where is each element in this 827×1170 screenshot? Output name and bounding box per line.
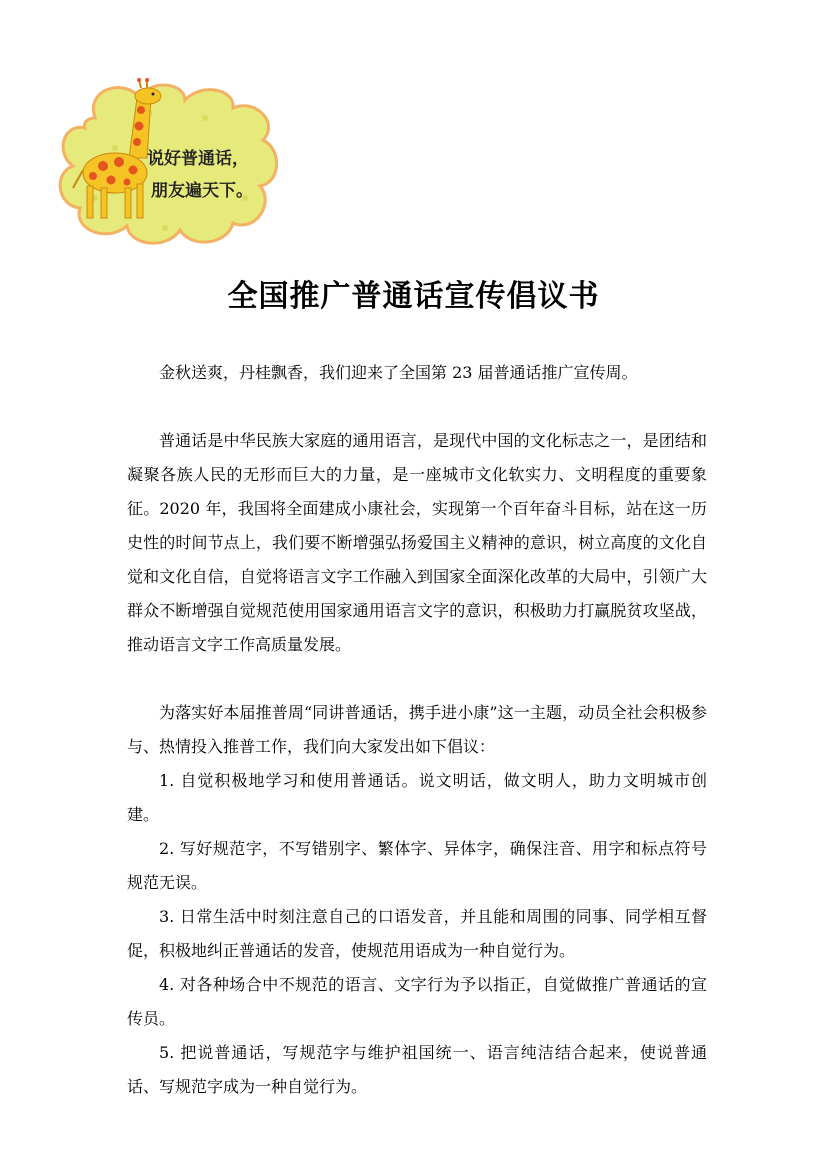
paragraph-putonghua-significance: 普通话是中华民族大家庭的通用语言，是现代中国的文化标志之一，是团结和凝聚各族人民的无形而巨大的力量，是一座城市文化软实力、文明程度的重要象征。2020 年，我国将全面建成小康社会，实现第一个百年奋斗目标，站在这一历史性的时间节点上，我们要不断增强弘扬爱国主义精神的意识，树立高度的文化自觉和文化自信，自觉将语言文字工作融入到国家全面深化改革的大局中，引领广大群众不断增强自觉规范使用国家通用语言文字的意识，积极助力打赢脱贫攻坚战，推动语言文字工作高质量发展。 [127,431,707,654]
giraffe-logo [55,78,285,248]
initiative-item-4: 4. 对各种场合中不规范的语言、文字行为予以指正，自觉做推广普通话的宣传员。 [127,975,707,1028]
document-title: 全国推广普通话宣传倡议书 [227,279,600,314]
initiative-item-5: 5. 把说普通话，写规范字与维护祖国统一、语言纯洁结合起来，使说普通话、写规范字成为一种自觉行为。 [127,1043,707,1096]
logo-slogan-line2: 朋友遍天下。 [151,181,253,201]
initiative-item-1: 1. 自觉积极地学习和使用普通话。说文明话，做文明人，助力文明城市创建。 [127,771,707,824]
document-body [127,356,707,1104]
paragraph-initiative-lead: 为落实好本届推普周“同讲普通话，携手进小康”这一主题，动员全社会积极参与、热情投入推普工作，我们向大家发出如下倡议： [127,703,707,756]
giraffe-icon [55,78,285,248]
initiative-item-2: 2. 写好规范字，不写错别字、繁体字、异体字，确保注音、用字和标点符号规范无误。 [127,839,707,892]
paragraph-intro: 金秋送爽，丹桂飘香，我们迎来了全国第 23 届普通话推广宣传周。 [159,363,638,382]
initiative-item-3: 3. 日常生活中时刻注意自己的口语发音，并且能和周围的同事、同学相互督促，积极地纠正普通话的发音，使规范用语成为一种自觉行为。 [127,907,707,960]
logo-slogan-line1: 说好普通话， [147,149,249,169]
